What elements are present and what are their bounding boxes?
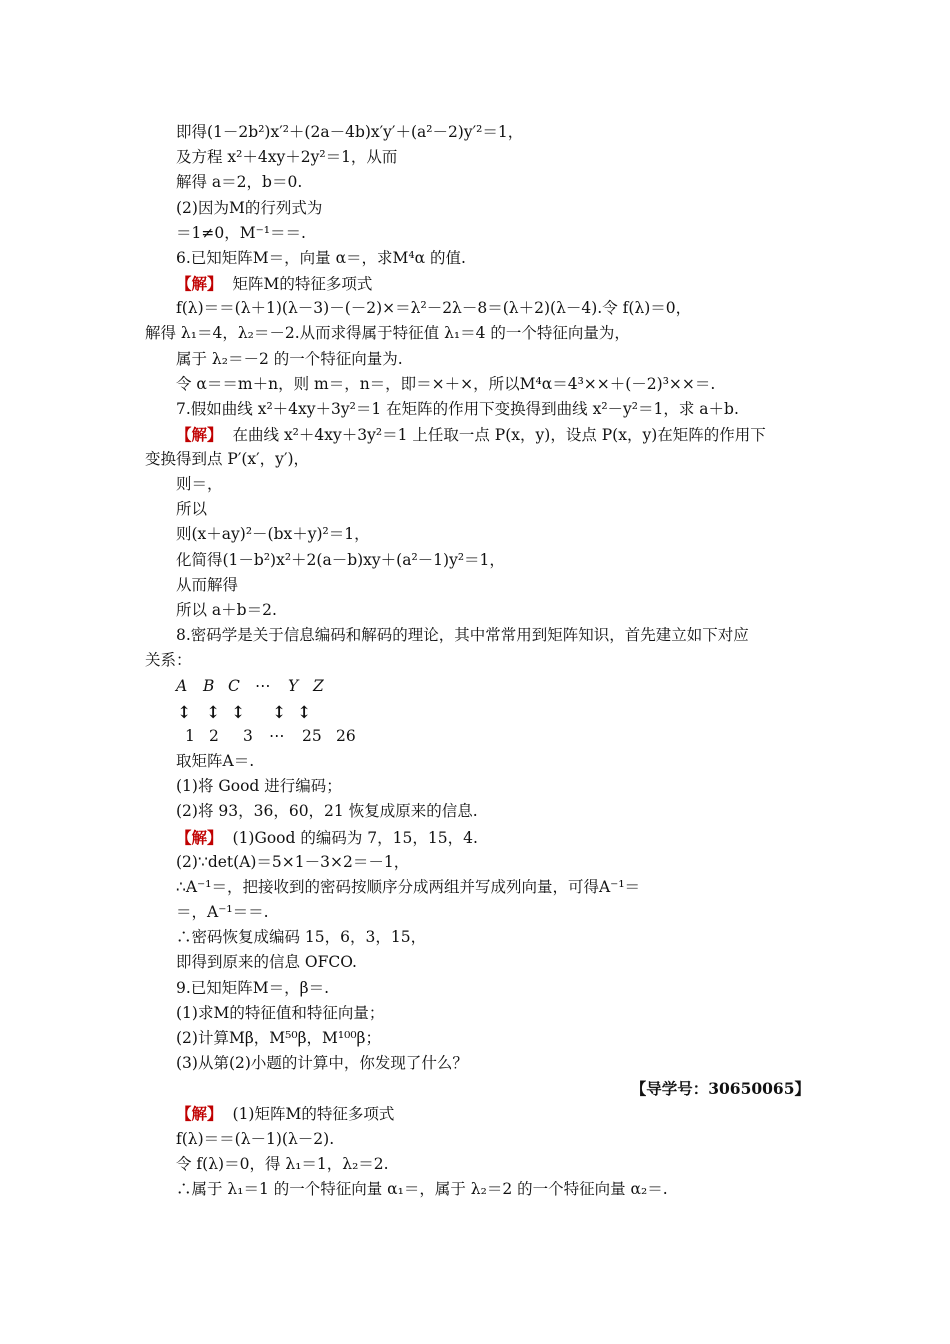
mapping-letter: B [203,677,215,695]
mapping-letter: A [176,677,188,695]
text-line: 从而解得 [176,576,239,594]
solution-tag: 【解】 [176,1104,223,1123]
solution-line [145,422,810,447]
problem-9-heading: 9.已知矩阵M＝，β＝. [176,979,330,997]
text-line: 则(x＋ay)²－(bx＋y)²＝1， [176,525,370,543]
text-line: ＝，A⁻¹＝＝. [176,903,269,921]
text-line: 则＝， [176,475,223,493]
text-line: ∴密码恢复成编码 15，6，3，15， [176,928,427,946]
text-line: (2)因为M的行列式为 [176,199,323,217]
mapping-letter: Y [288,677,299,695]
mapping-number: 25 [302,727,322,745]
up-down-arrow-icon: ↕ [297,703,312,723]
text-line: 化简得(1－b²)x²＋2(a－b)xy＋(a²－1)y²＝1， [176,551,505,569]
solution-line [145,271,810,296]
text-line: 所以 a＋b＝2. [176,601,277,619]
up-down-arrow-icon: ↕ [231,703,246,723]
text-span: 矩阵M的特征多项式 [232,275,373,293]
text-line: (3)从第(2)小题的计算中，你发现了什么？ [176,1054,468,1072]
text-line: 即得(1－2b²)x′²＋(2a－4b)x′y′＋(a²－2)y′²＝1， [176,123,524,141]
guide-number: 【导学号：30650065】 [630,1079,810,1098]
solution-line [145,825,810,850]
text-span: (1)矩阵M的特征多项式 [232,1105,395,1123]
solution-line [145,1101,810,1126]
mapping-ellipsis: ⋯ [269,727,285,745]
text-span: (1)Good 的编码为 7，15，15，4. [232,829,478,847]
problem-8-heading: 8.密码学是关于信息编码和解码的理论，其中常常用到矩阵知识，首先建立如下对应 [176,626,749,644]
problem-7-heading: 7.假如曲线 x²＋4xy＋3y²＝1 在矩阵的作用下变换得到曲线 x²－y²＝1，求 a＋b. [176,400,739,418]
text-line: 变换得到点 P′(x′，y′)， [145,450,310,468]
text-line: ∴属于 λ₁＝1 的一个特征向量 α₁＝，属于 λ₂＝2 的一个特征向量 α₂＝. [176,1180,668,1198]
text-line: 所以 [176,500,208,518]
mapping-number: 3 [243,727,253,745]
text-line: 关系： [145,651,192,669]
solution-tag: 【解】 [176,828,223,847]
text-line: f(λ)＝＝(λ＋1)(λ－3)－(－2)×＝λ²－2λ－8＝(λ＋2)(λ－4).令 f(λ)＝0， [176,299,692,317]
mapping-letter: Z [313,677,324,695]
text-line: 及方程 x²＋4xy＋2y²＝1，从而 [176,148,398,166]
text-line: 令 α＝＝m＋n，则 m＝，n＝，即＝×＋×，所以M⁴α＝4³××＋(－2)³××＝. [176,375,716,393]
text-line: (2)∵det(A)＝5×1－3×2＝－1， [176,853,410,871]
text-line: 解得 a＝2，b＝0. [176,173,303,191]
solution-tag: 【解】 [176,425,223,444]
mapping-letter: C [228,677,240,695]
mapping-number: 1 [185,727,195,745]
text-line: (1)将 Good 进行编码； [176,777,342,795]
text-line: 取矩阵A＝. [176,752,255,770]
text-line: 即得到原来的信息 OFCO. [176,953,357,971]
text-line: (2)将 93，36，60，21 恢复成原来的信息. [176,802,478,820]
text-line: ∴A⁻¹＝，把接收到的密码按顺序分成两组并写成列向量，可得A⁻¹＝ [176,878,641,896]
mapping-number: 26 [336,727,356,745]
text-line: ＝1≠0，M⁻¹＝＝. [176,224,306,242]
text-span: 在曲线 x²＋4xy＋3y²＝1 上任取一点 P(x，y)，设点 P(x，y)在矩阵的作用下 [232,426,766,444]
solution-tag: 【解】 [176,274,223,293]
text-line: 令 f(λ)＝0，得 λ₁＝1，λ₂＝2. [176,1155,389,1173]
up-down-arrow-icon: ↕ [177,703,192,723]
text-line: 解得 λ₁＝4，λ₂＝－2.从而求得属于特征值 λ₁＝4 的一个特征向量为， [145,324,630,342]
text-line: f(λ)＝＝(λ－1)(λ－2). [176,1130,335,1148]
text-line: (2)计算Mβ，M⁵⁰β，M¹⁰⁰β； [176,1029,382,1047]
text-line: 属于 λ₂＝－2 的一个特征向量为. [176,350,403,368]
up-down-arrow-icon: ↕ [206,703,221,723]
up-down-arrow-icon: ↕ [272,703,287,723]
problem-6-heading: 6.已知矩阵M＝，向量 α＝，求M⁴α 的值. [176,249,466,267]
mapping-number: 2 [209,727,219,745]
text-line: (1)求M的特征值和特征向量； [176,1004,385,1022]
mapping-ellipsis: ⋯ [255,677,271,695]
